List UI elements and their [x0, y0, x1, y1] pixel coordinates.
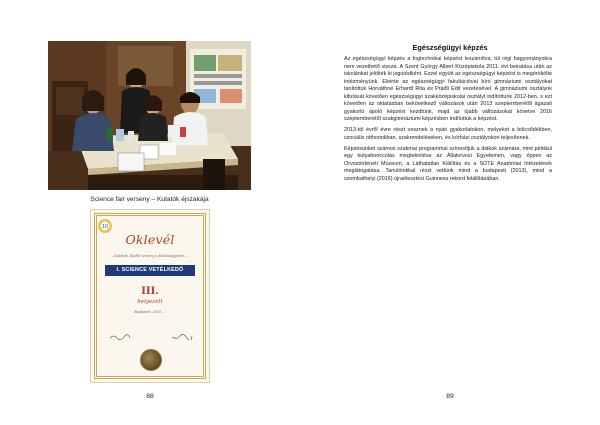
page-number-left: 88 — [146, 393, 154, 400]
paragraph-2: 2013-tól évről évre részt vesznek a nyári gyakorlatokon, melyeket a bölcsődékben, szociális otthonokban, szakrendeléseken, és kórházi osztályokon teljesítenek. — [344, 127, 552, 141]
certificate-place: III. — [141, 286, 159, 297]
page-number-right: 89 — [446, 393, 454, 400]
photo-caption: Science fair verseny – Kutatók éjszakája — [90, 196, 209, 203]
right-page — [300, 0, 600, 425]
certificate-image — [90, 209, 210, 383]
paragraph-1: Az egészségügyi képzés a fogtechnikai képzést leszámítva, túl régi hagyományokra nem vezethető vissza. A Szent György Albert Középiskola 2011. évi beiratása után az iskolánkat jelölték ki jogutódként. Ezzel együtt az egészségügyi képzést is megörökölte intézményünk. Eleinte az egészségügyi fakultációval bíró gimnáziumi osztályokat tanítottuk Horváthné Erhardt Rita és Prádli Edit vezetésével. A gimnáziumi osztályok kifutását követően egészségügyi szakközépiskolai osztályt indítottunk 2012-ben, s ezt követően az oktatásban bekövetkező változások után 2013 szeptemberétől ágazati gyakorló ápoló képzést kezdtünk, majd az újabb változásokat követve 2016 szeptemberétől szakgimnáziumi képzésben indítottuk a képzést. — [344, 56, 552, 123]
signature-right-icon — [171, 334, 193, 340]
certificate-seal-icon — [140, 349, 162, 371]
signature-left-icon — [109, 334, 131, 340]
certificate-small-line: Budapest, 2016 ... — [134, 310, 166, 314]
science-fair-photo-drawing — [48, 41, 251, 190]
paragraph-3: Képzésünket számos szakmai programmal színesítjük a diákok számára, mint például egy kutyabonccolás megtekintése az Állatorvosi Egyetemen, vagy éppen az Orvostörténeti Múzeum, a Láthatatlan Kiállítás és a SOTE Anatómiai Intézetének meglátogatása. Tanulóinkkal részt vettünk mind a budapesti (2013), mind a szombathelyi (2016) újraélesztési Guinness rekord felállításában. — [344, 145, 552, 182]
certificate-top-line: ...Kutatók, Radik verseny a Kutatóegyetem ... — [111, 254, 189, 258]
certificate-competition: I. SCIENCE VETÉLKEDŐ — [105, 265, 195, 276]
svg-text:10: 10 — [101, 224, 109, 230]
certificate-title: Oklevél — [125, 232, 175, 247]
science-fair-photo — [48, 41, 251, 190]
body-text — [344, 56, 552, 187]
section-title: Egészségügyi képzés — [412, 43, 488, 52]
certificate-placement-label: helyezett — [137, 299, 163, 305]
